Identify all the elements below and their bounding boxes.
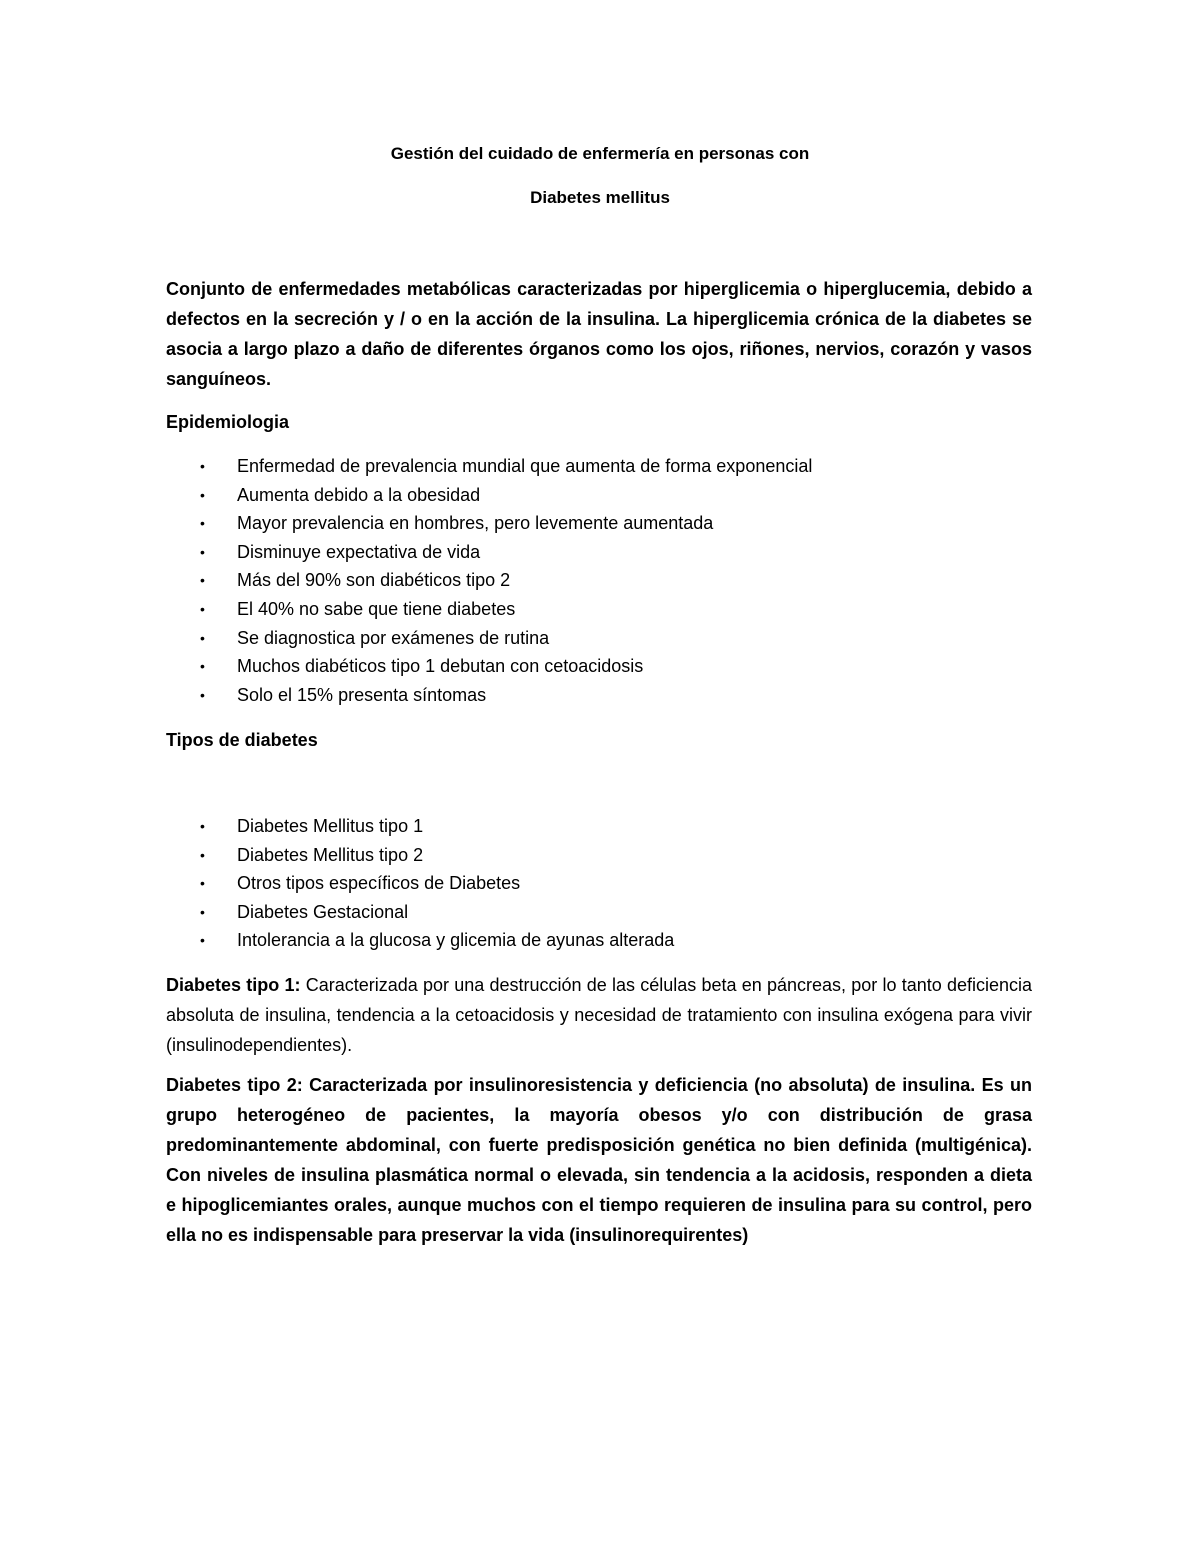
type2-paragraph [166, 1070, 1032, 1250]
list-item-text: El 40% no sabe que tiene diabetes [237, 598, 516, 619]
list-item-text: Diabetes Mellitus tipo 2 [237, 844, 424, 865]
list-item [0, 681, 1200, 710]
bullet-icon: • [200, 515, 205, 532]
list-item [0, 841, 1200, 870]
list-item-text: Muchos diabéticos tipo 1 debutan con cetoacidosis [237, 656, 644, 677]
list-item [0, 812, 1200, 841]
document-title-line2: Diabetes mellitus [530, 188, 670, 207]
bullet-icon: • [200, 686, 205, 703]
bullet-icon: • [200, 932, 205, 949]
bullet-icon: • [200, 818, 205, 834]
intro-paragraph: Conjunto de enfermedades metabólicas caracterizadas por hiperglicemia o hiperglucemia, debido a defectos en la secreción y / o en la acción de la insulina. La hiperglicemia crónica de la diabetes se asocia a largo plazo a daño de diferentes órganos como los ojos, riñones, nervios, corazón y vasos sanguíneos. [166, 279, 1032, 389]
list-item-text: Diabetes Mellitus tipo 1 [237, 816, 424, 836]
list-item-text: Otros tipos específicos de Diabetes [237, 873, 521, 894]
list-item-text: Se diagnostica por exámenes de rutina [237, 627, 550, 648]
list-item [0, 452, 1200, 481]
type2-label: Diabetes tipo 2: [166, 1075, 303, 1095]
document-title-line1: Gestión del cuidado de enfermería en personas con [390, 144, 810, 163]
bullet-icon: • [200, 658, 205, 675]
bullet-icon: • [200, 600, 205, 617]
list-item [0, 481, 1200, 510]
list-item-text: Disminuye expectativa de vida [237, 541, 481, 562]
list-item-text: Solo el 15% presenta síntomas [237, 684, 487, 705]
list-item [0, 926, 1200, 955]
bullet-icon: • [200, 458, 205, 474]
types-heading: Tipos de diabetes [166, 730, 318, 750]
list-item [0, 869, 1200, 898]
list-item [0, 595, 1200, 624]
epidemiology-list [0, 452, 1200, 709]
bullet-icon: • [200, 543, 205, 560]
list-item-text: Mayor prevalencia en hombres, pero levemente aumentada [237, 513, 714, 534]
list-item [0, 538, 1200, 567]
list-item-text: Más del 90% son diabéticos tipo 2 [237, 570, 511, 591]
list-item [0, 624, 1200, 653]
type1-label: Diabetes tipo 1: [166, 975, 301, 995]
list-item-text: Diabetes Gestacional [237, 901, 409, 922]
type1-text: Caracterizada por una destrucción de las células beta en páncreas, por lo tanto deficiencia absoluta de insulina, tendencia a la cetoacidosis y necesidad de tratamiento con insulina exógena para vivir (insulinodependientes). [166, 975, 1032, 1055]
bullet-icon: • [200, 629, 205, 646]
list-item [0, 898, 1200, 927]
type1-paragraph [166, 970, 1032, 1060]
list-item [0, 566, 1200, 595]
list-item [0, 509, 1200, 538]
type2-text: Caracterizada por insulinoresistencia y deficiencia (no absoluta) de insulina. Es un grupo heterogéneo de pacientes, la mayoría obesos y/o con distribución de grasa predominantemente abdominal, con fuerte predisposición genética no bien definida (multigénica). Con niveles de insulina plasmática normal o elevada, sin tendencia a la acidosis, responden a dieta e hipoglicemiantes orales, aunque muchos con el tiempo requieren de insulina para su control, pero ella no es indispensable para preservar la vida (insulinorequirentes) [166, 1075, 1032, 1245]
bullet-icon: • [200, 875, 205, 892]
epidemiology-heading: Epidemiologia [166, 412, 290, 432]
bullet-icon: • [200, 903, 205, 920]
list-item [0, 652, 1200, 681]
bullet-icon: • [200, 572, 205, 589]
bullet-icon: • [200, 486, 205, 503]
list-item-text: Enfermedad de prevalencia mundial que aumenta de forma exponencial [237, 456, 813, 476]
bullet-icon: • [200, 846, 205, 863]
list-item-text: Intolerancia a la glucosa y glicemia de ayunas alterada [237, 930, 675, 951]
types-list [0, 812, 1200, 955]
list-item-text: Aumenta debido a la obesidad [237, 484, 481, 505]
